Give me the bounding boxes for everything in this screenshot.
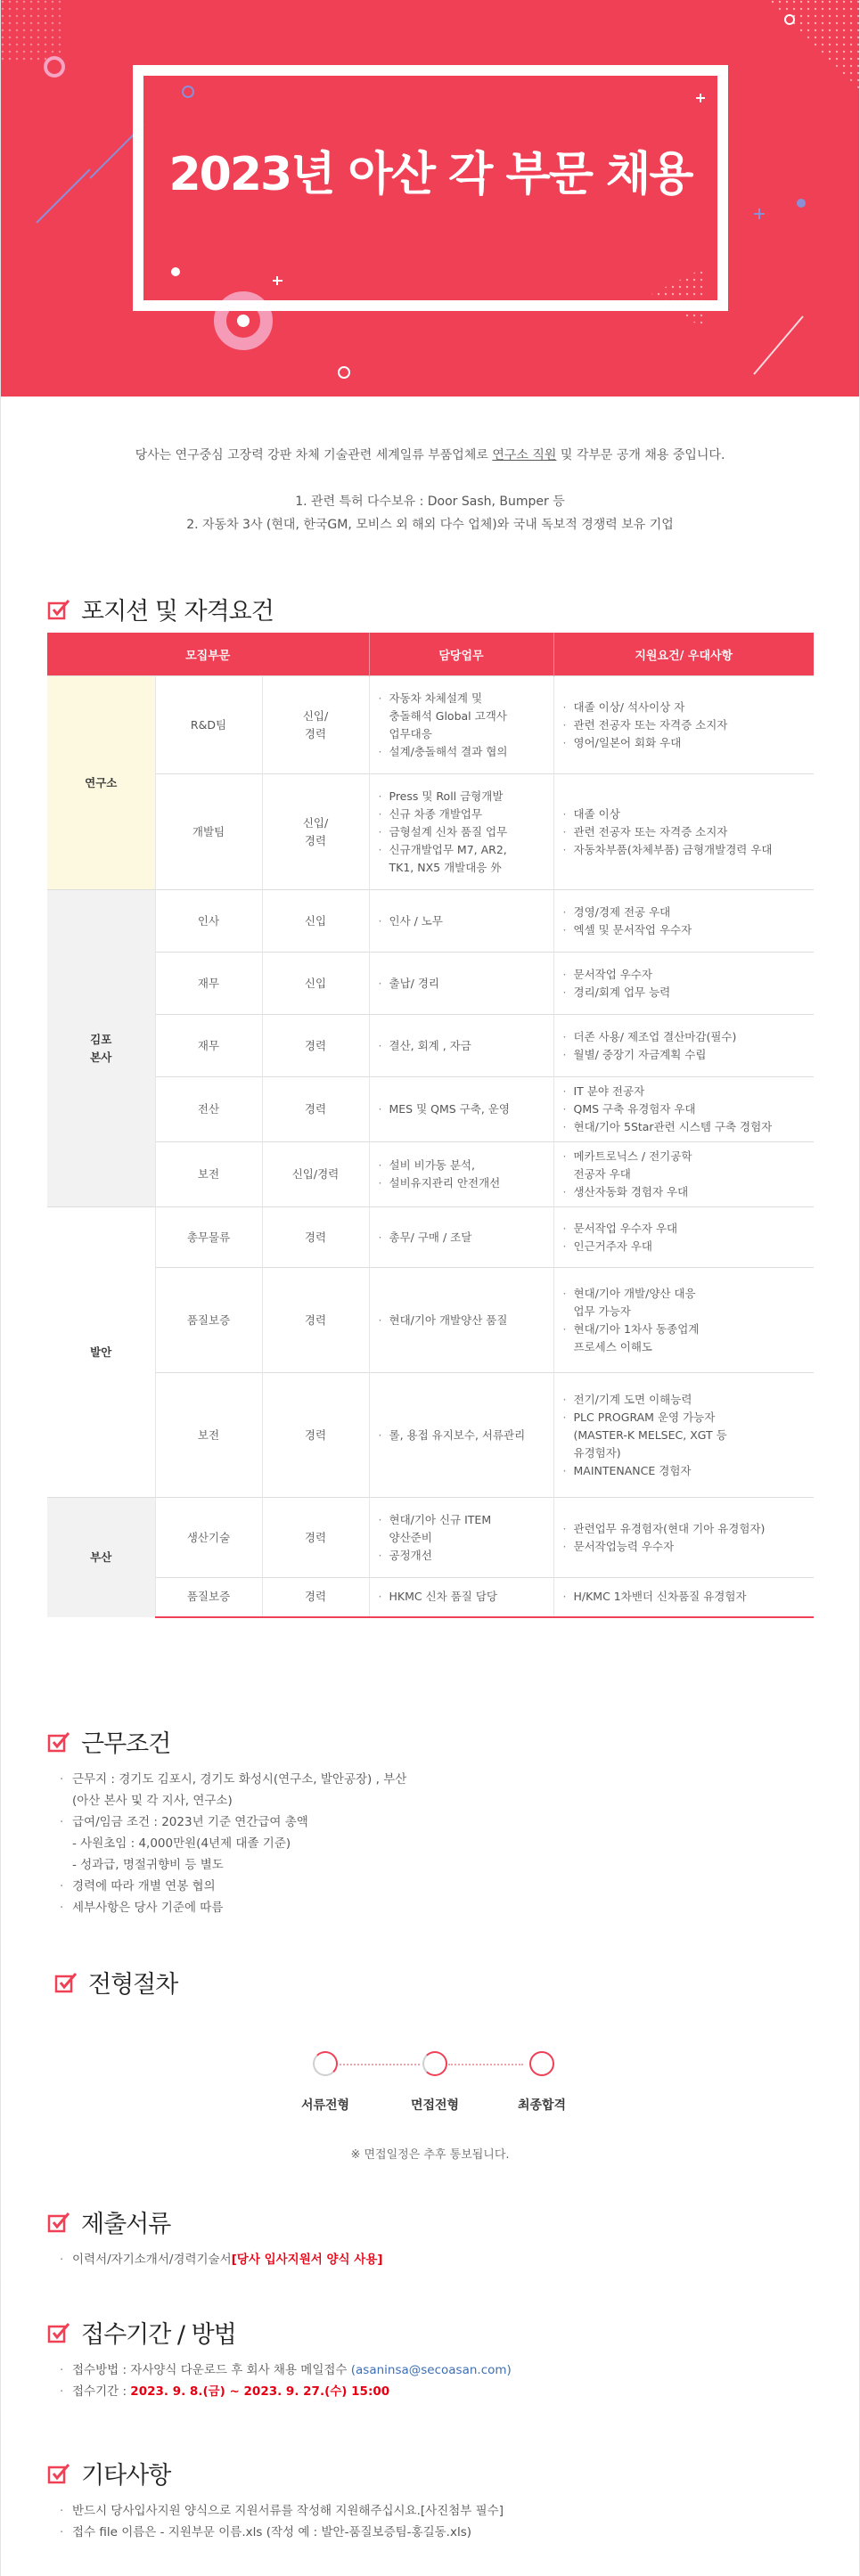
etc-list (60, 2500, 504, 2543)
bullet-item: · 더존 사용/ 제조업 결산마감(필수) (563, 1028, 806, 1046)
career-cell: 경력 (262, 1268, 369, 1373)
group-cell (47, 890, 155, 1207)
list-item: · 반드시 당사입사지원 양식으로 지원서류를 작성해 지원해주십시요.[사진첨부 필수] (60, 2500, 504, 2522)
bullet-item: · MES 및 QMS 구축, 운영 (379, 1100, 545, 1118)
bullet-item: · 현대/기아 개발/양산 대응 업무 가능자 (563, 1285, 806, 1321)
bullet-list (379, 1229, 545, 1247)
section-title-text: 전형절차 (88, 1971, 178, 1999)
duties-cell (369, 1015, 553, 1077)
group-cell (47, 676, 155, 890)
bullet-item: · MAINTENANCE 경험자 (563, 1462, 806, 1480)
intro-point-1: 1. 관련 특허 다수보유 : Door Sash, Bumper 등 (295, 495, 565, 509)
bullet-item: · 인사 / 노무 (379, 912, 545, 930)
intro-text: 및 각부문 공개 채용 중입니다. (556, 448, 725, 462)
conditions-list (60, 1769, 406, 1918)
group-label: 연구소 (85, 775, 118, 789)
bullet-list (563, 806, 806, 859)
duties-cell (369, 1373, 553, 1498)
bullet-item: · 총무/ 구매 / 조달 (379, 1229, 545, 1247)
requirements-cell (553, 1015, 814, 1077)
bullet-item: · 생산자동화 경험자 우대 (563, 1183, 806, 1201)
group-label: 김포 (90, 1032, 112, 1046)
team-cell: R&D팀 (155, 676, 262, 774)
section-title-etc (47, 2456, 170, 2490)
bullet-item: · 출납/ 경리 (379, 975, 545, 993)
table-row (47, 774, 814, 890)
bullet-item: · 전기/기계 도면 이해능력 (563, 1391, 806, 1409)
team-cell: 품질보증 (155, 1268, 262, 1373)
step-circle-icon (422, 2051, 447, 2076)
career-cell: 경력 (262, 1015, 369, 1077)
table-row (47, 1268, 814, 1373)
step-circle-icon (313, 2051, 338, 2076)
bullet-item: · 현대/기아 1차사 동종업계 프로세스 이해도 (563, 1321, 806, 1356)
list-item: · 세부사항은 당사 기준에 따름 (60, 1897, 406, 1918)
list-item: (아산 본사 및 각 지사, 연구소) (72, 1794, 233, 1808)
period-value: 2023. 9. 8.(금) ~ 2023. 9. 27.(수) 15:00 (130, 2384, 390, 2399)
bullet-item: · 롤, 용접 유지보수, 서류관리 (379, 1427, 545, 1444)
requirements-cell (553, 1077, 814, 1142)
list-item: · 급여/임금 조건 : 2023년 기준 연간급여 총액 (60, 1811, 406, 1833)
bullet-item: · 자동차 차체설계 및 충돌해석 Global 고객사 업무대응 (379, 690, 545, 743)
table-row (47, 1142, 814, 1207)
section-title-process (54, 1965, 177, 1999)
team-cell: 보전 (155, 1142, 262, 1207)
bullet-item: · 설비 비가동 분석, (379, 1157, 545, 1174)
intro (1, 444, 859, 536)
career-cell: 경력 (262, 1498, 369, 1578)
requirements-cell (553, 774, 814, 890)
group-cell (47, 1207, 155, 1498)
checkbox-icon (47, 2321, 70, 2344)
bullet-item: · HKMC 신차 품질 담당 (379, 1588, 545, 1606)
list-item (60, 2381, 512, 2402)
checkbox-icon (47, 2462, 70, 2485)
career-cell: 신입/ 경력 (262, 774, 369, 890)
bullet-list (379, 975, 545, 993)
duties-cell (369, 774, 553, 890)
duties-cell (369, 953, 553, 1015)
bullet-item: · 월별/ 중장기 자금계획 수립 (563, 1046, 806, 1064)
table-row (47, 1015, 814, 1077)
requirements-cell (553, 1498, 814, 1578)
bullet-item: · 문서작업 우수자 (563, 966, 806, 984)
requirements-cell (553, 1142, 814, 1207)
team-cell: 개발팀 (155, 774, 262, 890)
bullet-list (563, 1148, 806, 1201)
email-link[interactable]: (asaninsa@secoasan.com) (350, 2363, 512, 2377)
section-title-period (47, 2315, 236, 2350)
bullet-item: · QMS 구축 유경험자 우대 (563, 1100, 806, 1118)
intro-line (1, 444, 859, 467)
bullet-item: · 대졸 이상 (563, 806, 806, 823)
bullet-list (379, 1100, 545, 1118)
duties-cell (369, 1077, 553, 1142)
bullet-list (563, 904, 806, 939)
list-item (60, 2249, 383, 2270)
bullet-item: · 공정개선 (379, 1547, 545, 1565)
section-title-text: 접수기간 / 방법 (81, 2321, 236, 2349)
bullet-item: · 메카트로닉스 / 전기공학 전공자 우대 (563, 1148, 806, 1183)
section-title-text: 기타사항 (81, 2462, 171, 2490)
bullet-list (563, 699, 806, 752)
bullet-item: · 현대/기아 신규 ITEM 양산준비 (379, 1511, 545, 1547)
bullet-item: · 엑셀 및 문서작업 우수자 (563, 921, 806, 939)
method-text: 접수방법 : 자사양식 다운로드 후 회사 채용 메일접수 (72, 2363, 351, 2377)
bullet-list (563, 1588, 806, 1606)
career-cell: 신입 (262, 953, 369, 1015)
bullet-item: · 신규 차종 개발업무 (379, 806, 545, 823)
bullet-item: · PLC PROGRAM 운영 가능자 (MASTER-K MELSEC, XGT 등 유경험자) (563, 1409, 806, 1462)
table-row (47, 890, 814, 953)
bullet-item: · 문서작업 우수자 우대 (563, 1220, 806, 1238)
duties-cell (369, 1268, 553, 1373)
bullet-list (379, 1157, 545, 1192)
bullet-item: · 경리/회계 업무 능력 (563, 984, 806, 1002)
group-label: 본사 (90, 1050, 112, 1064)
requirements-cell (553, 953, 814, 1015)
bullet-list (379, 1427, 545, 1444)
bullet-item: · 현대/기아 개발양산 품질 (379, 1312, 545, 1329)
step-label: 최종합격 (517, 2098, 567, 2113)
process-step (272, 2051, 379, 2114)
positions-table (47, 633, 814, 1618)
documents-list (60, 2249, 383, 2270)
section-title-documents (47, 2204, 170, 2239)
bullet-item: · 관련업무 유경험자(현대 기아 유경험자) (563, 1520, 806, 1538)
bullet-item: · Press 및 Roll 금형개발 (379, 788, 545, 806)
step-label: 면접전형 (410, 2098, 460, 2113)
process-step (381, 2051, 488, 2114)
requirements-cell (553, 1373, 814, 1498)
section-title-text: 포지션 및 자격요건 (81, 598, 274, 626)
team-cell: 재무 (155, 1015, 262, 1077)
section-title-text: 근무조건 (81, 1730, 171, 1758)
requirements-cell (553, 1207, 814, 1268)
bullet-item: · 영어/일본어 회화 우대 (563, 734, 806, 752)
bullet-item: · 결산, 회계 , 자금 (379, 1037, 545, 1055)
group-cell (47, 1498, 155, 1617)
table-row (47, 953, 814, 1015)
bullet-list (563, 1285, 806, 1356)
bullet-list (563, 1220, 806, 1255)
period-list (60, 2359, 512, 2402)
career-cell: 신입 (262, 890, 369, 953)
requirements-cell (553, 1578, 814, 1617)
section-title-conditions (47, 1724, 170, 1759)
step-label: 서류전형 (300, 2098, 350, 2113)
bullet-list (379, 690, 545, 761)
career-cell: 경력 (262, 1373, 369, 1498)
team-cell: 인사 (155, 890, 262, 953)
intro-point-2: 2. 자동차 3사 (현대, 한국GM, 모비스 외 해외 다수 업체)와 국내 독보적 경쟁력 보유 기업 (186, 518, 674, 532)
career-cell: 신입/경력 (262, 1142, 369, 1207)
period-label: 접수기간 : (72, 2384, 131, 2399)
group-label: 발안 (90, 1345, 112, 1359)
bullet-list (379, 1588, 545, 1606)
process-note: ※ 면접일정은 추후 통보됩니다. (350, 2148, 510, 2162)
table-row (47, 1373, 814, 1498)
bullet-item: · IT 분야 전공자 (563, 1083, 806, 1100)
intro-underlined: 연구소 직원 (492, 448, 557, 462)
checkbox-icon (47, 1730, 70, 1754)
table-header: 지원요건/ 우대사항 (553, 633, 814, 676)
bullet-list (563, 1083, 806, 1136)
bullet-list (563, 1520, 806, 1556)
bullet-item: · 관련 전공자 또는 자격증 소지자 (563, 823, 806, 841)
bullet-list (563, 1391, 806, 1480)
requirements-cell (553, 676, 814, 774)
page-title: 2023년 아산 각 부문 채용 (168, 148, 692, 201)
list-item: - 사원초임 : 4,000만원(4년제 대졸 기준) (72, 1836, 291, 1851)
bullet-item: · H/KMC 1차밴더 신차품질 유경험자 (563, 1588, 806, 1606)
team-cell: 생산기술 (155, 1498, 262, 1578)
table-row (47, 676, 814, 774)
duties-cell (369, 1142, 553, 1207)
bullet-item: · 설비유지관리 안전개선 (379, 1174, 545, 1192)
bullet-item: · 설계/충돌해석 결과 협의 (379, 743, 545, 761)
list-item (60, 2359, 512, 2381)
duties-cell (369, 1498, 553, 1578)
list-item: - 성과급, 명절귀향비 등 별도 (72, 1858, 224, 1872)
intro-text: 당사는 연구중심 고장력 강판 차체 기술관련 세계일류 부품업체로 (135, 448, 493, 462)
bullet-item: · 대졸 이상/ 석사이상 자 (563, 699, 806, 716)
table-row (47, 1207, 814, 1268)
section-title-positions (47, 592, 274, 626)
career-cell: 신입/ 경력 (262, 676, 369, 774)
bullet-item: · 관련 전공자 또는 자격증 소지자 (563, 716, 806, 734)
career-cell: 경력 (262, 1578, 369, 1617)
team-cell: 보전 (155, 1373, 262, 1498)
duties-cell (369, 1207, 553, 1268)
duties-cell (369, 890, 553, 953)
bullet-item: · 문서작업능력 우수자 (563, 1538, 806, 1556)
table-row (47, 1578, 814, 1617)
career-cell: 경력 (262, 1207, 369, 1268)
step-circle-icon (529, 2051, 554, 2076)
doc-text: 이력서/자기소개서/경력기술서 (72, 2253, 232, 2267)
requirements-cell (553, 1268, 814, 1373)
bullet-item: · 현대/기아 5Star관련 시스템 구축 경험자 (563, 1118, 806, 1136)
bullet-list (379, 1511, 545, 1565)
bullet-item: · 인근거주자 우대 (563, 1238, 806, 1255)
table-header: 담당업무 (369, 633, 553, 676)
group-label: 부산 (90, 1550, 112, 1564)
bullet-item: · 신규개발업무 M7, AR2, TK1, NX5 개발대응 外 (379, 841, 545, 877)
team-cell: 전산 (155, 1077, 262, 1142)
bullet-list (379, 1037, 545, 1055)
table-row (47, 1077, 814, 1142)
table-row (47, 1498, 814, 1578)
bullet-item: · 경영/경제 전공 우대 (563, 904, 806, 921)
hero-banner (1, 0, 859, 397)
table-header: 모집부문 (47, 633, 369, 676)
bullet-list (563, 966, 806, 1002)
career-cell: 경력 (262, 1077, 369, 1142)
team-cell: 재무 (155, 953, 262, 1015)
table-header-row (47, 633, 814, 676)
duties-cell (369, 676, 553, 774)
requirements-cell (553, 890, 814, 953)
team-cell: 품질보증 (155, 1578, 262, 1617)
bullet-list (379, 912, 545, 930)
duties-cell (369, 1578, 553, 1617)
list-item: · 접수 file 이름은 - 지원부문 이름.xls (작성 예 : 발안-품질보증팀-홍길동.xls) (60, 2522, 504, 2543)
checkbox-icon (47, 598, 70, 621)
team-cell: 총무물류 (155, 1207, 262, 1268)
section-title-text: 제출서류 (81, 2211, 171, 2238)
checkbox-icon (47, 2211, 70, 2234)
bullet-list (563, 1028, 806, 1064)
doc-highlight: [당사 입사지원서 양식 사용] (231, 2253, 383, 2267)
bullet-list (379, 1312, 545, 1329)
bullet-item: · 자동차부품(차체부품) 금형개발경력 우대 (563, 841, 806, 859)
process-step (488, 2051, 595, 2114)
bullet-list (379, 788, 545, 877)
list-item: · 근무지 : 경기도 김포시, 경기도 화성시(연구소, 발안공장) , 부산 (60, 1769, 406, 1790)
bullet-item: · 금형설계 신차 품질 업무 (379, 823, 545, 841)
checkbox-icon (54, 1971, 78, 1994)
list-item: · 경력에 따라 개별 연봉 협의 (60, 1876, 406, 1897)
